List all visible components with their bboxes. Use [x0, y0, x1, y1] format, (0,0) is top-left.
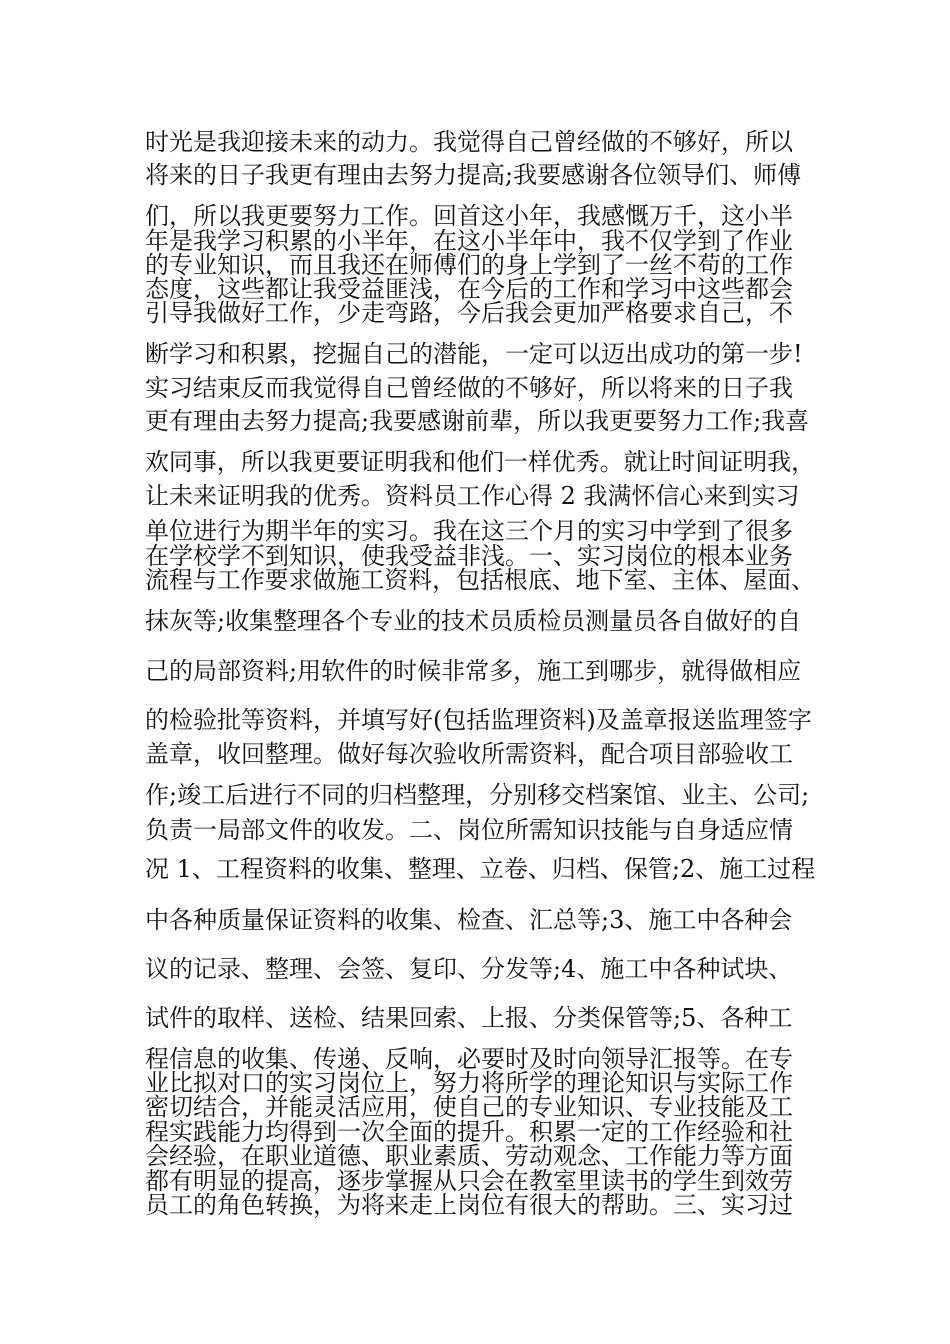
text-line: 盖章，收回整理。做好每次验收所需资料，配合项目部验收工	[145, 740, 793, 768]
text-line: 己的局部资料;用软件的时候非常多，施工到哪步，就得做相应	[145, 657, 802, 685]
text-line: 况 1、工程资料的收集、整理、立卷、归档、保管;2、施工过程	[145, 855, 816, 883]
text-line: 抹灰等;收集整理各个专业的技术员质检员测量员各自做好的自	[145, 607, 802, 635]
text-line: 更有理由去努力提高;我要感谢前辈，所以我更要努力工作;我喜	[145, 407, 810, 435]
text-line: 的检验批等资料，并填写好(包括监理资料)及盖章报送监理签字	[145, 706, 812, 734]
text-line: 断学习和积累，挖掘自己的潜能，一定可以迈出成功的第一步!	[145, 340, 803, 368]
text-line: 会经验，在职业道德、职业素质、劳动观念、工作能力等方面	[145, 1142, 793, 1170]
text-line: 年是我学习积累的小半年，在这小半年中，我不仅学到了作业	[145, 227, 793, 255]
text-line: 试件的取样、送检、结果回索、上报、分类保管等;5、各种工	[145, 1004, 793, 1032]
text-line: 作;竣工后进行不同的归档整理，分别移交档案馆、业主、公司;	[145, 781, 810, 809]
text-line: 流程与工作要求做施工资料，包括根底、地下室、主体、屋面、	[145, 566, 815, 594]
text-line: 时光是我迎接未来的动力。我觉得自己曾经做的不够好，所以	[145, 128, 793, 156]
text-line: 引导我做好工作，少走弯路，今后我会更加严格要求自己，不	[145, 299, 793, 327]
text-line: 议的记录、整理、会签、复印、分发等;4、施工中各种试块、	[145, 955, 793, 983]
text-line: 在学校学不到知识，使我受益非浅。一、实习岗位的根本业务	[145, 542, 793, 570]
text-line: 都有明显的提高，逐步掌握从只会在教室里读书的学生到效劳	[145, 1167, 793, 1195]
text-line: 态度，这些都让我受益匪浅，在今后的工作和学习中这些都会	[145, 275, 793, 303]
text-line: 中各种质量保证资料的收集、检查、汇总等;3、施工中各种会	[145, 906, 793, 934]
text-line: 将来的日子我更有理由去努力提高;我要感谢各位领导们、师傅	[145, 161, 802, 189]
text-line: 欢同事，所以我更要证明我和他们一样优秀。就让时间证明我，	[145, 448, 815, 476]
text-line: 业比拟对口的实习岗位上，努力将所学的理论知识与实际工作	[145, 1069, 793, 1097]
text-line: 程信息的收集、传递、反响，必要时及时向领导汇报等。在专	[145, 1045, 793, 1073]
text-line: 实习结束反而我觉得自己曾经做的不够好，所以将来的日子我	[145, 374, 793, 402]
text-line: 单位进行为期半年的实习。我在这三个月的实习中学到了很多	[145, 517, 793, 545]
text-line: 的专业知识，而且我还在师傅们的身上学到了一丝不苟的工作	[145, 251, 793, 279]
text-line: 负责一局部文件的收发。二、岗位所需知识技能与自身适应情	[145, 816, 793, 844]
text-line: 密切结合，并能灵活应用，使自己的专业知识、专业技能及工	[145, 1093, 793, 1121]
text-line: 员工的角色转换，为将来走上岗位有很大的帮助。三、实习过	[145, 1191, 793, 1219]
text-line: 让未来证明我的优秀。资料员工作心得 2 我满怀信心来到实习	[145, 482, 800, 510]
text-line: 们，所以我更要努力工作。回首这小年，我感慨万千，这小半	[145, 202, 793, 230]
text-line: 程实践能力均得到一次全面的提升。积累一定的工作经验和社	[145, 1118, 793, 1146]
